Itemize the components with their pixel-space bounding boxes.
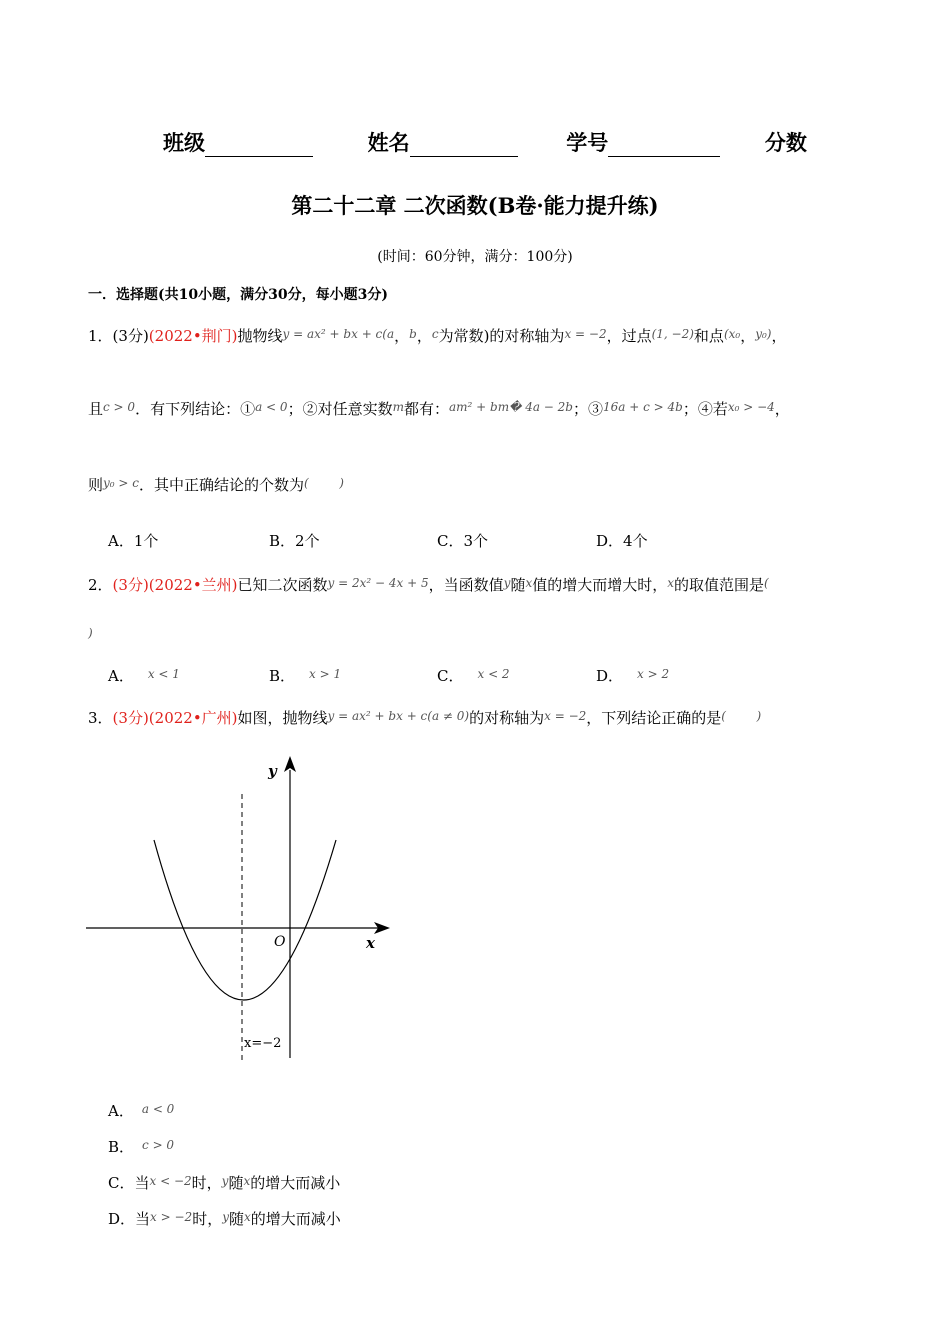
class-blank — [205, 136, 313, 157]
x-axis-label: x — [366, 934, 375, 952]
q1-text: ，过点 — [606, 327, 652, 345]
q3-option-c-text: 当 — [134, 1174, 150, 1192]
q3-option-d[interactable] — [108, 1208, 341, 1229]
q1-text: 抛物线 — [237, 327, 283, 345]
page-title: 第二十二章 二次函数(B卷·能力提升练) — [291, 193, 659, 218]
q1-math: a < 0 — [255, 400, 288, 414]
q1-text: 为常数)的对称轴为 — [438, 327, 565, 345]
q3-answer-bracket: ( ) — [721, 709, 762, 723]
q3-option-a[interactable] — [108, 1100, 174, 1121]
q1-text: 且 — [88, 400, 104, 418]
q1-answer-bracket: ( ) — [304, 476, 344, 490]
q3-option-d-math: y — [222, 1210, 229, 1224]
section-heading: 一．选择题(共10小题，满分30分，每小题3分) — [88, 287, 388, 303]
q1-math: c > 0 — [103, 400, 136, 414]
q1-option-d[interactable]: D．4个 — [596, 532, 648, 550]
q1-number: 1． — [88, 327, 113, 345]
q2-option-d[interactable] — [596, 665, 669, 686]
q3-option-c-math: y — [221, 1174, 229, 1188]
q3-score: (3分) — [112, 709, 149, 727]
q1-text: ．有下列结论：① — [135, 400, 256, 418]
class-label: 班级 — [163, 130, 205, 155]
q1-text: ；④若 — [682, 400, 728, 418]
q1-text: ， — [771, 327, 787, 345]
q2-number: 2． — [88, 576, 113, 594]
q3-text: 如图，抛物线 — [237, 709, 328, 727]
q3-option-c-text: 的增大而减小 — [250, 1174, 341, 1192]
y-axis-arrow — [284, 756, 296, 772]
name-blank — [410, 136, 518, 157]
q1-source: (2022•荆门) — [148, 327, 238, 345]
q3-source: (2022•广州) — [148, 709, 238, 727]
q3-option-a-math: a < 0 — [141, 1102, 175, 1116]
q3-option-c-math: x < −2 — [149, 1174, 192, 1188]
q3-option-d-text: 的增大而减小 — [250, 1210, 341, 1228]
symmetry-axis-label: x=−2 — [244, 1036, 282, 1051]
q1-math: (1, −2) — [651, 327, 694, 341]
q2-option-d-label: D． — [596, 667, 624, 685]
q1-line3 — [88, 474, 344, 495]
q2-option-c-math: x < 2 — [477, 667, 510, 681]
q1-line1 — [88, 325, 787, 346]
q1-math: m — [392, 400, 404, 414]
q3-option-c-label: C． — [108, 1174, 135, 1192]
q2-answer-bracket-close: ) — [88, 626, 93, 640]
q1-text: ；②对任意实数 — [287, 400, 393, 418]
q1-option-a[interactable]: A．1个 — [108, 532, 159, 550]
q2-math: x — [525, 576, 533, 590]
q3-option-d-text: 时， — [192, 1210, 223, 1228]
q3-option-b-math: c > 0 — [142, 1138, 175, 1152]
q3-option-a-label: A． — [108, 1102, 134, 1120]
q1-math: am² + bm� 4a − 2b — [448, 400, 573, 414]
score-label: 分数 — [764, 130, 807, 155]
q1-text: 和点 — [693, 327, 724, 345]
q3-option-d-label: D． — [108, 1210, 136, 1228]
q2-text: ，当函数值 — [428, 576, 504, 594]
q2-math: y = 2x² − 4x + 5 — [327, 576, 429, 590]
q1-text: ， — [416, 327, 432, 345]
q2-text: 随 — [510, 576, 526, 594]
name-label: 姓名 — [367, 130, 410, 155]
q3-option-c-text: 时， — [191, 1174, 222, 1192]
q3-math: x = −2 — [544, 709, 587, 723]
q2-line1 — [88, 574, 769, 595]
q2-source: (2022•兰州) — [148, 576, 238, 594]
q2-option-a-label: A． — [108, 667, 134, 685]
q1-math: c — [431, 327, 439, 341]
q2-math: y — [503, 576, 511, 590]
q2-option-a[interactable] — [108, 665, 180, 686]
q2-option-d-math: x > 2 — [637, 667, 670, 681]
q1-text: ；③ — [572, 400, 603, 418]
page-subtitle: (时间：60分钟，满分：100分) — [377, 249, 573, 265]
q1-text: ， — [774, 400, 790, 418]
q2-text: 已知二次函数 — [237, 576, 328, 594]
q1-option-b[interactable]: B．2个 — [269, 532, 320, 550]
q3-option-d-math: x — [244, 1210, 251, 1224]
q2-option-b-label: B． — [269, 667, 296, 685]
q2-line2 — [88, 626, 93, 644]
q1-text: 则 — [88, 476, 104, 494]
q2-math: ( — [764, 576, 769, 590]
q1-text: ， — [740, 327, 756, 345]
y-axis-label: y — [268, 762, 277, 780]
q3-option-d-math: x > −2 — [150, 1210, 193, 1224]
q1-math: b — [409, 327, 417, 341]
q1-text: ．其中正确结论的个数为 — [139, 476, 305, 494]
q3-line1 — [88, 707, 761, 728]
q1-math: (x₀ — [723, 327, 741, 341]
q3-text: 的对称轴为 — [469, 709, 545, 727]
q3-option-c[interactable] — [108, 1172, 340, 1193]
q3-option-d-text: 当 — [135, 1210, 151, 1228]
q3-math: y = ax² + bx + c(a ≠ 0) — [327, 709, 470, 723]
q1-math: y₀ > c — [103, 476, 140, 490]
header-info-line — [163, 127, 807, 157]
origin-label: O — [274, 934, 286, 950]
q3-text: ，下列结论正确的是 — [586, 709, 722, 727]
q2-option-a-math: x < 1 — [147, 667, 180, 681]
q2-text: 值的增大而增大时， — [532, 576, 668, 594]
q2-option-c-label: C． — [437, 667, 464, 685]
q3-option-b[interactable] — [108, 1136, 174, 1157]
q1-math: x₀ > −4 — [727, 400, 775, 414]
q2-option-c[interactable] — [437, 665, 510, 686]
q2-score: (3分) — [112, 576, 149, 594]
q3-option-c-math: x — [243, 1174, 251, 1188]
q1-text: ， — [394, 327, 410, 345]
id-blank — [608, 136, 720, 157]
q2-text: 的取值范围是 — [674, 576, 765, 594]
q3-option-c-text: 随 — [228, 1174, 244, 1192]
q1-math: y₀) — [755, 327, 772, 341]
q1-line2 — [88, 398, 790, 419]
q1-score: (3分) — [112, 327, 149, 345]
q1-math: 16a + c > 4b — [603, 400, 683, 414]
q2-option-b-math: x > 1 — [309, 667, 342, 681]
q3-number: 3． — [88, 709, 113, 727]
q3-option-d-text: 随 — [228, 1210, 244, 1228]
parabola-figure — [80, 750, 400, 1070]
id-label: 学号 — [566, 130, 609, 155]
q3-option-b-label: B． — [108, 1138, 135, 1156]
q1-math: y = ax² + bx + c(a — [282, 327, 395, 341]
q2-option-b[interactable] — [269, 665, 341, 686]
q1-text: 都有： — [403, 400, 449, 418]
q1-option-c[interactable]: C．3个 — [437, 532, 489, 550]
q2-math: x — [667, 576, 675, 590]
q1-math: x = −2 — [564, 327, 607, 341]
parabola-curve — [154, 840, 336, 1000]
